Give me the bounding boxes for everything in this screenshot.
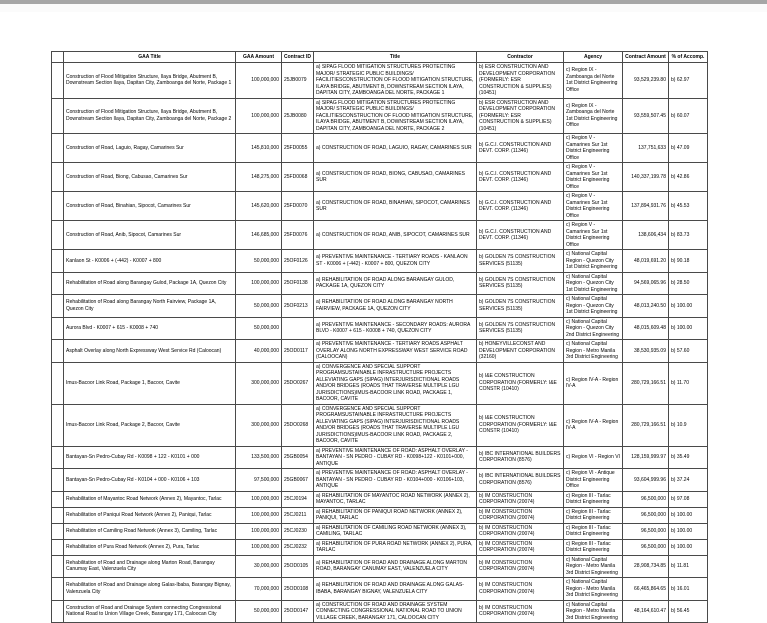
cell-title: a) SIPAG FLOOD MITIGATION STRUCTURES PROTECTING MAJOR/ STRATEGIC PUBLIC BUILDINGS/ FACILITIESCONSTRUCTION OF FLOOD MITIGATION STRUCTURE, ILAYA BRIDGE, ABUTMENT B, DOWNSTREAM SECTION ILAYA, DAPITAN CITY, ZAMBOANGA DEL NORTE, PACKAGE 2 [314,98,477,134]
cell-contractor: b) IM CONSTRUCTION CORPORATION (20074) [477,523,564,539]
cell-contract-amount: 137,894,931.76 [623,192,669,221]
cell-gaa-amount: 300,000,000 [236,362,282,404]
cell-title: a) CONSTRUCTION OF ROAD, BIONG, CABUSAO, CAMARINES SUR [314,163,477,192]
cell-gaa-amount: 100,000,000 [236,507,282,523]
cell-contractor: b) G.C.I. CONSTRUCTION AND DEVT. CORP. (11346) [477,221,564,250]
row-spacer-cell [52,295,64,318]
cell-contract-amount: 48,019,691.20 [623,250,669,273]
cell-accomp: b) 16.01 [669,578,708,601]
column-header-gaa-amount: GAA Amount [236,52,282,63]
cell-gaa-title: Construction of Flood Mitigation Structure, Ilaya Bridge, Abutment B, Downstream Section Ilaya, Dapitan City, Zamboanga del Norte, Package 2 [64,98,236,134]
cell-contract-amount: 48,015,609.48 [623,317,669,340]
column-header-contract-id: Contract ID [282,52,314,63]
cell-gaa-amount: 100,000,000 [236,523,282,539]
cell-accomp: b) 100.00 [669,523,708,539]
cell-contract-id: 25CJ0232 [282,539,314,555]
row-spacer-cell [52,340,64,363]
cell-contract-id: 25CJ0211 [282,507,314,523]
cell-contractor: b) IM CONSTRUCTION CORPORATION (20074) [477,491,564,507]
cell-contractor: b) HONEYVILLECONST AND DEVELOPMENT CORPORATION (32160) [477,340,564,363]
cell-accomp: b) 10.9 [669,404,708,446]
table-row [52,272,708,295]
cell-title: a) CONVERGENCE AND SPECIAL SUPPORT PROGRAMSUSTAINABLE INFRASTRUCTURE PROJECTS ALLEVIATING GAPS (SIPAG) INTERJURISDICTIONAL ROADS AND/OR BRIDGES (ROADS THAT TRAVERSE MULTIPLE LGU JURISDICTIONS)IMUS-BACOOR LINK ROAD, PACKAGE 2, BACOOR, CAVITE [314,404,477,446]
cell-gaa-title: Rehabilitation of Road and Drainage along Galas-Ibaba, Barangay Bignay, Valenzuela City [64,578,236,601]
row-spacer-cell [52,163,64,192]
cell-title: a) REHABILITATION OF ROAD ALONG BARANGAY NORTH FAIRVIEW, PACKAGE 1A, QUEZON CITY [314,295,477,318]
row-spacer-cell [52,578,64,601]
cell-contract-id: 25OD0108 [282,578,314,601]
cell-contractor: b) GOLDEN 7S CONSTRUCTION SERVICES (51135) [477,295,564,318]
cell-contract-amount: 48,013,240.50 [623,295,669,318]
cell-agency: c) Region III - Tarlac District Engineering [564,507,623,523]
table-row [52,163,708,192]
cell-contract-amount: 128,159,999.97 [623,446,669,469]
cell-gaa-amount: 145,620,000 [236,192,282,221]
row-spacer-cell [52,98,64,134]
table-row [52,221,708,250]
table-row [52,250,708,273]
cell-accomp: b) 42.86 [669,163,708,192]
cell-contract-id: 25FD0076 [282,221,314,250]
cell-agency: c) Region VI - Antique District Engineering Office [564,469,623,492]
cell-gaa-title: Rehabilitation of Mayantoc Road Network (Annex 2), Mayantoc, Tarlac [64,491,236,507]
cell-contract-id: 25JB0079 [282,63,314,99]
cell-accomp: b) 35.49 [669,446,708,469]
cell-contract-amount: 280,729,166.51 [623,404,669,446]
cell-contract-id: 25OF0213 [282,295,314,318]
cell-contract-amount: 96,500,000 [623,491,669,507]
cell-accomp: b) 37.24 [669,469,708,492]
cell-gaa-title: Bantayan-Sn Pedro-Cubay Rd - K0104 + 000 - K0106 + 103 [64,469,236,492]
cell-contract-id: 25OF0138 [282,272,314,295]
cell-contractor: b) G.C.I. CONSTRUCTION AND DEVT. CORP. (11346) [477,163,564,192]
cell-title: a) SIPAG FLOOD MITIGATION STRUCTURES PROTECTING MAJOR/ STRATEGIC PUBLIC BUILDINGS/ FACILITIESCONSTRUCTION OF FLOOD MITIGATION STRUCTURE, ILAYA BRIDGE, ABUTMENT B, DOWNSTREAM SECTION ILAYA, DAPITAN CITY, ZAMBOANGA DEL NORTE, PACKAGE 1 [314,63,477,99]
cell-agency: c) Region V - Camarines Sur 1st District Engineering Office [564,134,623,163]
row-spacer-cell [52,250,64,273]
cell-contract-amount: 38,530,935.09 [623,340,669,363]
cell-contractor: b) IM CONSTRUCTION CORPORATION (20074) [477,555,564,578]
cell-agency: c) National Capital Region - Metro Manila 3rd District Engineering [564,555,623,578]
column-header-contract-amount: Contract Amount [623,52,669,63]
cell-title: a) REHABILITATION OF MAYANTOC ROAD NETWORK (ANNEX 2), MAYANTOC, TARLAC [314,491,477,507]
cell-gaa-title: Construction of Road, Biong, Cabusao, Camarines Sur [64,163,236,192]
table-row [52,491,708,507]
cell-title: a) CONSTRUCTION OF ROAD, ANIB, SIPOCOT, CAMARINES SUR [314,221,477,250]
cell-accomp: b) 100.00 [669,539,708,555]
cell-gaa-title: Imus-Bacoor Link Road, Package 1, Bacoor, Cavite [64,362,236,404]
cell-contract-id: 25OD0117 [282,340,314,363]
cell-contract-amount: 96,500,000 [623,523,669,539]
cell-gaa-title: Construction of Road, Binahian, Sipocot, Camarines Sur [64,192,236,221]
cell-accomp: b) 47.09 [669,134,708,163]
cell-contract-amount: 96,500,000 [623,539,669,555]
cell-title: a) PREVENTIVE MAINTENANCE OF ROAD: ASPHALT OVERLAY - BANTAYAN - SN PEDRO - CUBAY RD - K0098+122 - K0101+000, ANTIQUE [314,446,477,469]
cell-agency: c) Region IX - Zamboanga del Norte 1st District Engineering Office [564,63,623,99]
cell-title: a) PREVENTIVE MAINTENANCE - TERTIARY ROADS - KANLAON ST - K0006 + (-442) - K0007 + 800, QUEZON CITY [314,250,477,273]
cell-gaa-title: Rehabilitation of Pura Road Network (Annex 2), Pura, Tarlac [64,539,236,555]
cell-contract-amount: 66,465,864.65 [623,578,669,601]
cell-contract-id: 25FD0070 [282,192,314,221]
cell-gaa-title: Rehabilitation of Paniqui Road Network (Annex 2), Paniqui, Tarlac [64,507,236,523]
row-spacer-cell [52,469,64,492]
cell-gaa-title: Construction of Road, Laguio, Ragay, Camarines Sur [64,134,236,163]
cell-gaa-amount: 97,500,000 [236,469,282,492]
cell-contractor: b) IM CONSTRUCTION CORPORATION (20074) [477,578,564,601]
cell-gaa-title: Construction of Road, Anib, Sipocot, Camarines Sur [64,221,236,250]
cell-contract-amount: 93,559,507.45 [623,98,669,134]
cell-agency: c) National Capital Region - Metro Manila 3rd District Engineering [564,578,623,601]
cell-contract-id: 25FD0068 [282,163,314,192]
cell-gaa-amount: 100,000,000 [236,272,282,295]
row-spacer-cell [52,446,64,469]
row-spacer-cell [52,600,64,623]
cell-agency: c) Region III - Tarlac District Engineering [564,491,623,507]
cell-title: a) REHABILITATION OF PANIQUI ROAD NETWORK (ANNEX 2), PANIQUI, TARLAC [314,507,477,523]
cell-gaa-title: Aurora Blvd - K0007 + 615 - K0008 + 740 [64,317,236,340]
cell-gaa-amount: 50,000,000 [236,250,282,273]
cell-gaa-amount: 50,000,000 [236,600,282,623]
table-row [52,600,708,623]
table-row [52,539,708,555]
cell-contract-id: 25FD0055 [282,134,314,163]
cell-contract-amount: 137,751,633 [623,134,669,163]
table-row [52,578,708,601]
cell-title: a) CONVERGENCE AND SPECIAL SUPPORT PROGRAMSUSTAINABLE INFRASTRUCTURE PROJECTS ALLEVIATING GAPS (SIPAG) INTERJURISDICTIONAL ROADS AND/OR BRIDGES (ROADS THAT TRAVERSE MULTIPLE LGU JURISDICTIONS)IMUS-BACOOR LINK ROAD, PACKAGE 1, BACOOR, CAVITE [314,362,477,404]
row-spacer-cell [52,221,64,250]
cell-gaa-title: Construction of Road and Drainage System connecting Congressional National Road to Union Village Creek, Barangay 171, Caloocan City [64,600,236,623]
cell-contract-amount: 93,604,999.96 [623,469,669,492]
cell-contractor: b) GOLDEN 7S CONSTRUCTION SERVICES (51135) [477,317,564,340]
cell-contract-id: 25OD0147 [282,600,314,623]
cell-contract-amount: 280,729,166.51 [623,362,669,404]
table-row [52,523,708,539]
cell-title: a) REHABILITATION OF ROAD AND DRAINAGE ALONG MARTON ROAD, BARANGAY CANUMAY EAST, VALENZUELA CITY [314,555,477,578]
cell-agency: c) National Capital Region - Quezon City 1st District Engineering [564,272,623,295]
cell-accomp: b) 28.50 [669,272,708,295]
table-row [52,507,708,523]
cell-agency: c) Region V - Camarines Sur 1st District Engineering Office [564,192,623,221]
cell-gaa-title: Rehabilitation of Road along Barangay North Fairview, Package 1A, Quezon City [64,295,236,318]
cell-contract-amount: 140,337,199.78 [623,163,669,192]
cell-gaa-amount: 50,000,000 [236,317,282,340]
cell-agency: c) National Capital Region - Quezon City 2nd District Engineering [564,317,623,340]
row-spacer-cell [52,63,64,99]
cell-gaa-title: Imus-Bacoor Link Road, Package 2, Bacoor, Cavite [64,404,236,446]
cell-gaa-amount: 70,000,000 [236,578,282,601]
cell-gaa-amount: 50,000,000 [236,295,282,318]
cell-contract-id: 25CJ0230 [282,523,314,539]
cell-contractor: b) I&E CONSTRUCTION CORPORATION (FORMERLY: I&E CONSTR (10410) [477,404,564,446]
cell-gaa-amount: 145,810,000 [236,134,282,163]
row-spacer-cell [52,523,64,539]
cell-accomp: b) 45.53 [669,192,708,221]
cell-accomp: b) 100.00 [669,317,708,340]
cell-title: a) CONSTRUCTION OF ROAD, BINAHIAN, SIPOCOT, CAMARINES SUR [314,192,477,221]
cell-contract-amount: 93,529,239.80 [623,63,669,99]
cell-agency: c) Region V - Camarines Sur 1st District Engineering Office [564,221,623,250]
cell-accomp: b) 83.73 [669,221,708,250]
cell-contract-id: 25OF0126 [282,250,314,273]
row-spacer-cell [52,362,64,404]
column-header-gaa-title: GAA Title [64,52,236,63]
cell-gaa-amount: 300,000,000 [236,404,282,446]
cell-agency: c) Region III - Tarlac District Engineering [564,523,623,539]
row-spacer-cell [52,272,64,295]
column-header-agency: Agency [564,52,623,63]
contracts-table-body [52,63,708,623]
cell-accomp: b) 90.18 [669,250,708,273]
cell-gaa-amount: 146,685,000 [236,221,282,250]
cell-accomp: b) 62.97 [669,63,708,99]
cell-contractor: b) IBC INTERNATIONAL BUILDERS CORPORATION (8576) [477,469,564,492]
table-row [52,446,708,469]
table-row [52,192,708,221]
cell-contract-id: 25JB0080 [282,98,314,134]
table-row [52,404,708,446]
cell-contract-amount: 48,164,610.47 [623,600,669,623]
table-row [52,295,708,318]
cell-agency: c) Region VI - Region VI [564,446,623,469]
cell-gaa-amount: 100,000,000 [236,98,282,134]
cell-gaa-amount: 133,500,000 [236,446,282,469]
cell-title: a) CONSTRUCTION OF ROAD, LAGUIO, RAGAY, CAMARINES SUR [314,134,477,163]
cell-contractor: b) I&E CONSTRUCTION CORPORATION (FORMERLY: I&E CONSTR (10410) [477,362,564,404]
table-row [52,340,708,363]
cell-contract-id [282,317,314,340]
page-top-margin [0,4,767,12]
row-spacer-cell [52,192,64,221]
cell-accomp: b) 100.00 [669,507,708,523]
cell-gaa-title: Bantayan-Sn Pedro-Cubay Rd - K0098 + 122 - K0101 + 000 [64,446,236,469]
cell-agency: c) Region V - Camarines Sur 1st District Engineering Office [564,163,623,192]
cell-gaa-amount: 40,000,000 [236,340,282,363]
cell-gaa-amount: 100,000,000 [236,539,282,555]
cell-title: a) REHABILITATION OF PURA ROAD NETWORK (ANNEX 2), PURA, TARLAC [314,539,477,555]
table-row [52,63,708,99]
cell-contract-id: 25GB0054 [282,446,314,469]
contracts-table [51,51,708,623]
cell-contractor: b) ESR CONSTRUCTION AND DEVELOPMENT CORPORATION (FORMERLY: ESR CONSTRUCTION & SUPPLIES) (10451) [477,98,564,134]
row-spacer-cell [52,317,64,340]
cell-contractor: b) GOLDEN 7S CONSTRUCTION SERVICES (51135) [477,250,564,273]
cell-gaa-amount: 100,000,000 [236,63,282,99]
cell-title: a) REHABILITATION OF CAMILING ROAD NETWORK (ANNEX 3), CAMILING, TARLAC [314,523,477,539]
cell-contract-id: 25OD0105 [282,555,314,578]
row-spacer-cell [52,507,64,523]
cell-agency: c) Region IV-A - Region IV-A [564,404,623,446]
cell-accomp: b) 100.00 [669,295,708,318]
cell-contractor: b) GOLDEN 7S CONSTRUCTION SERVICES (51135) [477,272,564,295]
cell-agency: c) Region IX - Zamboanga del Norte 1st District Engineering Office [564,98,623,134]
cell-accomp: b) 57.60 [669,340,708,363]
cell-agency: c) National Capital Region - Metro Manila 3rd District Engineering [564,340,623,363]
cell-contractor: b) IM CONSTRUCTION CORPORATION (20074) [477,600,564,623]
cell-gaa-title: Rehabilitation of Road along Barangay Gulod, Package 1A, Quezon City [64,272,236,295]
cell-agency: c) Region III - Tarlac District Engineering [564,539,623,555]
cell-contractor: b) IM CONSTRUCTION CORPORATION (20074) [477,539,564,555]
table-row [52,134,708,163]
cell-contract-amount: 96,500,000 [623,507,669,523]
cell-contractor: b) IM CONSTRUCTION CORPORATION (20074) [477,507,564,523]
cell-gaa-title: Kanlaon St - K0006 + (-442) - K0007 + 800 [64,250,236,273]
cell-agency: c) National Capital Region - Quezon City 1st District Engineering [564,295,623,318]
row-spacer-cell [52,539,64,555]
cell-contract-id: 25GB0067 [282,469,314,492]
cell-agency: c) National Capital Region - Quezon City 1st District Engineering [564,250,623,273]
table-row [52,362,708,404]
cell-gaa-amount: 100,000,000 [236,491,282,507]
cell-contractor: b) G.C.I. CONSTRUCTION AND DEVT. CORP. (11346) [477,134,564,163]
cell-gaa-title: Rehabilitation of Camiling Road Network (Annex 3), Camiling, Tarlac [64,523,236,539]
cell-gaa-amount: 148,275,000 [236,163,282,192]
cell-title: a) PREVENTIVE MAINTENANCE OF ROAD: ASPHALT OVERLAY - BANTAYAN - SN PEDRO - CUBAY RD - K0104+000 - K0106+103, ANTIQUE [314,469,477,492]
cell-contractor: b) ESR CONSTRUCTION AND DEVELOPMENT CORPORATION (FORMERLY: ESR CONSTRUCTION & SUPPLIES) (10451) [477,63,564,99]
column-header-contractor: Contractor [477,52,564,63]
cell-contract-id: 25DO0267 [282,362,314,404]
cell-contract-amount: 94,569,065.96 [623,272,669,295]
cell-accomp: b) 97.08 [669,491,708,507]
cell-title: a) REHABILITATION OF ROAD ALONG BARANGAY GULOD, PACKAGE 1A, QUEZON CITY [314,272,477,295]
cell-agency: c) National Capital Region - Metro Manila 3rd District Engineering [564,600,623,623]
row-spacer-cell [52,555,64,578]
cell-contract-id: 25CJ0194 [282,491,314,507]
cell-gaa-title: Construction of Flood Mitigation Structure, Ilaya Bridge, Abutment B, Downstream Section Ilaya, Dapitan City, Zamboanga del Norte, Package 1 [64,63,236,99]
cell-accomp: b) 60.07 [669,98,708,134]
column-header-of-accomp: % of Accomp. [669,52,708,63]
row-spacer-cell [52,134,64,163]
cell-gaa-amount: 30,000,000 [236,555,282,578]
cell-title: a) REHABILITATION OF ROAD AND DRAINAGE ALONG GALAS-IBABA, BARANGAY BIGNAY, VALENZUELA CITY [314,578,477,601]
table-row [52,469,708,492]
cell-title: a) PREVENTIVE MAINTENANCE - TERTIARY ROADS ASPHALT OVERLAY ALONG NORTH EXPRESSWAY WEST SERVICE ROAD (CALOOCAN) [314,340,477,363]
table-row [52,317,708,340]
table-header-row [52,52,708,63]
row-spacer-cell [52,404,64,446]
cell-contract-amount: 28,908,734.85 [623,555,669,578]
cell-title: a) PREVENTIVE MAINTENANCE - SECONDARY ROADS: AURORA BLVD - K0007 + 615 - K0008 + 740, QUEZON CITY [314,317,477,340]
cell-contractor: b) IBC INTERNATIONAL BUILDERS CORPORATION (8576) [477,446,564,469]
cell-gaa-title: Rehabilitation of Road and Drainage along Marton Road, Barangay Canumay East, Valenzuela City [64,555,236,578]
row-spacer-cell [52,491,64,507]
cell-title: a) CONSTRUCTION OF ROAD AND DRAINAGE SYSTEM CONNECTING CONGRESSIONAL NATIONAL ROAD TO UNION VILLAGE CREEK, BARANGAY 171, CALOOCAN CITY [314,600,477,623]
cell-contract-amount: 138,606,434 [623,221,669,250]
table-row [52,555,708,578]
column-header-title: Title [314,52,477,63]
table-row [52,98,708,134]
cell-accomp: b) 56.45 [669,600,708,623]
cell-contract-id: 25DO0268 [282,404,314,446]
column-header-spacer [52,52,64,63]
cell-gaa-title: Asphalt Overlay along North Expressway West Service Rd (Caloocan) [64,340,236,363]
cell-contractor: b) G.C.I. CONSTRUCTION AND DEVT. CORP. (11346) [477,192,564,221]
cell-accomp: b) 11.70 [669,362,708,404]
cell-accomp: b) 11.81 [669,555,708,578]
cell-agency: c) Region IV-A - Region IV-A [564,362,623,404]
